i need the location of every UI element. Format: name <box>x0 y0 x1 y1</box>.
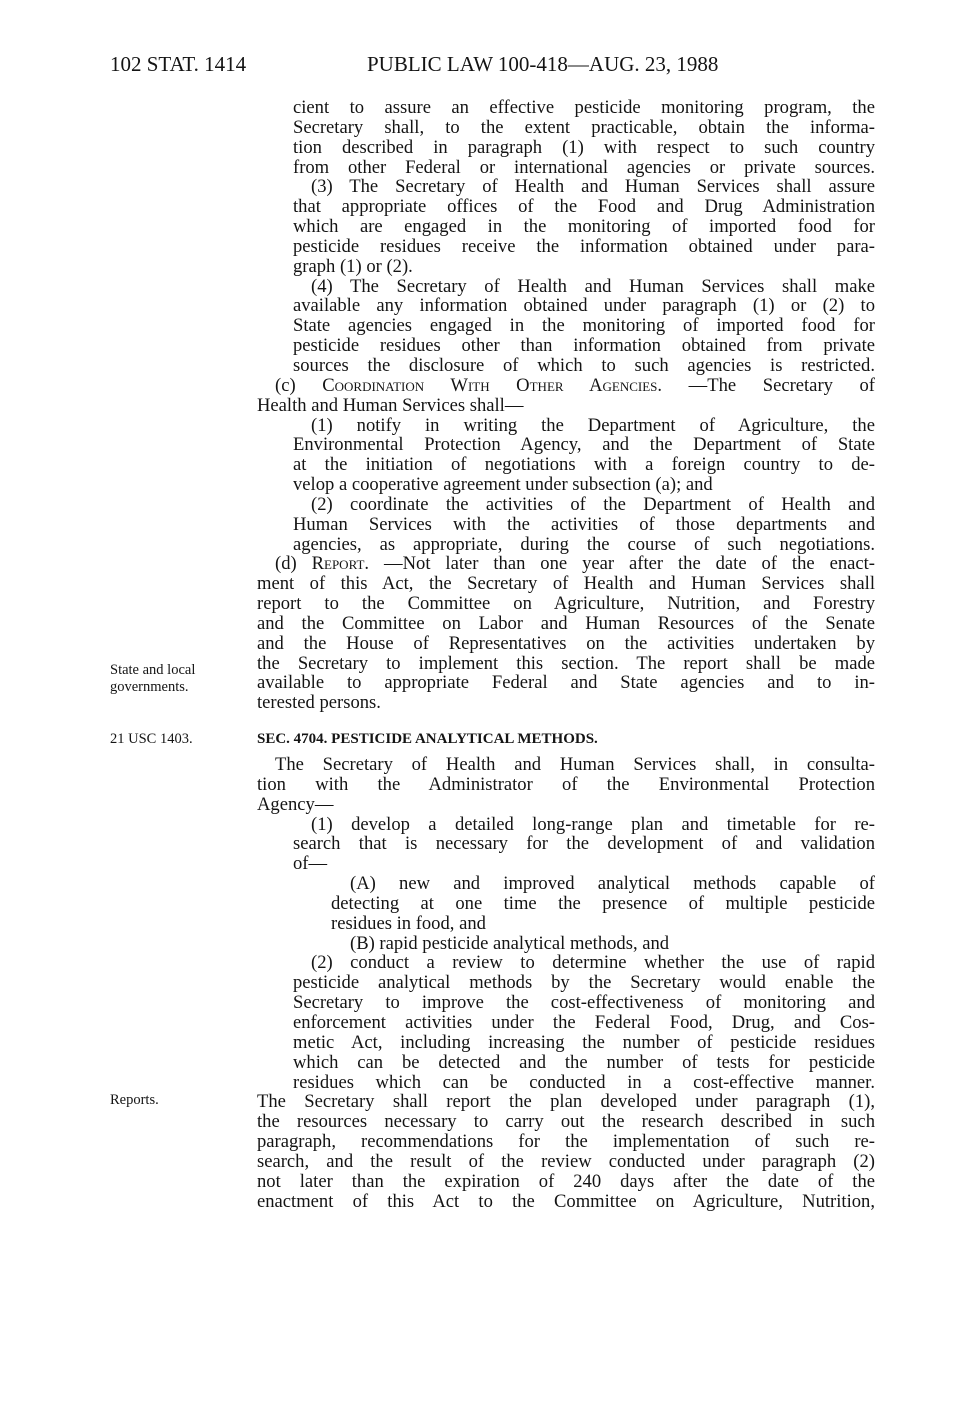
running-header: PUBLIC LAW 100-418—AUG. 23, 1988 <box>367 52 719 76</box>
margin-note-reports: Reports. <box>110 1092 159 1108</box>
text-line: sources the disclosure of which to such agencies is restricted. <box>293 354 875 376</box>
text: —Not later than one year after the date of the enact- <box>384 553 875 575</box>
text-line: residues in food, and <box>331 912 486 934</box>
page-stat-number: 102 STAT. 1414 <box>110 52 247 76</box>
text-line: tion described in paragraph (1) with respect to such country <box>293 136 875 158</box>
text-line: (2) conduct a review to determine whether the use of rapid <box>311 952 875 974</box>
text-line: paragraph, recommendations for the implementation of such re- <box>257 1131 875 1153</box>
text-line: The Secretary of Health and Human Services shall, in consulta- <box>275 754 875 775</box>
text-line: not later than the expiration of 240 days after the date of the <box>257 1170 875 1192</box>
subsection-d-heading <box>275 554 875 574</box>
margin-note-usc: 21 USC 1403. <box>110 731 193 747</box>
text-line: available any information obtained under paragraph (1) or (2) to <box>293 295 875 317</box>
text-line: search that is necessary for the development of and validation <box>293 833 875 855</box>
text-line: available to appropriate Federal and State agencies and to in- <box>257 672 875 694</box>
margin-note-line: governments. <box>110 679 189 695</box>
text-line: the Secretary to implement this section. The report shall be made <box>257 652 875 674</box>
text-line: pesticide residues receive the information obtained under para- <box>293 235 875 257</box>
text: —The Secretary of <box>688 374 875 396</box>
text-line: Health and Human Services shall— <box>257 394 524 416</box>
text-line: residues which can be conducted in a cost-effective manner. <box>293 1071 875 1093</box>
margin-note-line: State and local <box>110 662 196 678</box>
text-line: State agencies engaged in the monitoring of imported food for <box>293 315 875 337</box>
text-line: and the House of Representatives on the activities undertaken by <box>257 632 875 654</box>
text-line: Environmental Protection Agency, and the Department of State <box>293 434 875 456</box>
text-line: pesticide analytical methods by the Secretary would enable the <box>293 972 875 994</box>
text-line: Secretary shall, to the extent practicable, obtain the informa- <box>293 116 875 138</box>
text: (c) <box>275 374 323 396</box>
text-line: at the initiation of negotiations with a foreign country to de- <box>293 454 875 476</box>
subsection-title: Coordination With Other Agencies. <box>322 374 663 396</box>
text-line: (A) new and improved analytical methods capable of <box>350 873 875 895</box>
text-line: (4) The Secretary of Health and Human Services shall make <box>311 275 875 297</box>
subsection-title: Report. <box>311 553 370 575</box>
text-line: The Secretary shall report the plan developed under paragraph (1), <box>257 1091 875 1113</box>
text-line: ment of this Act, the Secretary of Health and Human Services shall <box>257 573 875 595</box>
section-heading: SEC. 4704. PESTICIDE ANALYTICAL METHODS. <box>257 731 598 747</box>
text-line: enactment of this Act to the Committee on Agriculture, Nutrition, <box>257 1190 875 1212</box>
margin-note-state-local <box>110 662 195 696</box>
text-line: tion with the Administrator of the Environmental Protection <box>257 773 875 795</box>
text-line: velop a cooperative agreement under subsection (a); and <box>293 474 713 496</box>
text-line: graph (1) or (2). <box>293 255 413 277</box>
text-line: the resources necessary to carry out the research described in such <box>257 1111 875 1133</box>
text-line: (1) develop a detailed long-range plan and timetable for re- <box>311 813 875 835</box>
text-line: report to the Committee on Agriculture, Nutrition, and Forestry <box>257 593 875 615</box>
text-line: cient to assure an effective pesticide monitoring program, the <box>293 97 875 118</box>
subsection-c-heading <box>275 376 875 396</box>
text-line: enforcement activities under the Federal Food, Drug, and Cos- <box>293 1011 875 1033</box>
text-line: from other Federal or international agencies or private sources. <box>293 156 875 178</box>
text-line: agencies, as appropriate, during the course of such negotiations. <box>293 533 875 555</box>
text-block-2 <box>257 755 875 1211</box>
text-line: and the Committee on Labor and Human Resources of the Senate <box>257 612 875 634</box>
text-line: terested persons. <box>257 692 381 714</box>
text-line: detecting at one time the presence of multiple pesticide <box>331 892 875 914</box>
text-line: (B) rapid pesticide analytical methods, and <box>350 932 670 954</box>
text-line: (2) coordinate the activities of the Department of Health and <box>311 493 875 515</box>
text-line: of— <box>293 853 328 875</box>
text-line: which can be detected and the number of tests for pesticide <box>293 1051 875 1073</box>
text-block-1 <box>257 98 875 713</box>
text-line: (3) The Secretary of Health and Human Services shall assure <box>311 176 875 198</box>
text-line: that appropriate offices of the Food and Drug Administration <box>293 196 875 218</box>
text-line: metic Act, including increasing the number of pesticide residues <box>293 1031 875 1053</box>
text-line: Agency— <box>257 793 334 815</box>
text-line: search, and the result of the review conducted under paragraph (2) <box>257 1150 875 1172</box>
text-line: Human Services with the activities of those departments and <box>293 513 875 535</box>
text: (d) <box>275 553 312 575</box>
text-line: pesticide residues other than information obtained from private <box>293 335 875 357</box>
text-line: which are engaged in the monitoring of imported food for <box>293 216 875 238</box>
text-line: Secretary to improve the cost-effectiveness of monitoring and <box>293 992 875 1014</box>
text-line: (1) notify in writing the Department of Agriculture, the <box>311 414 875 436</box>
